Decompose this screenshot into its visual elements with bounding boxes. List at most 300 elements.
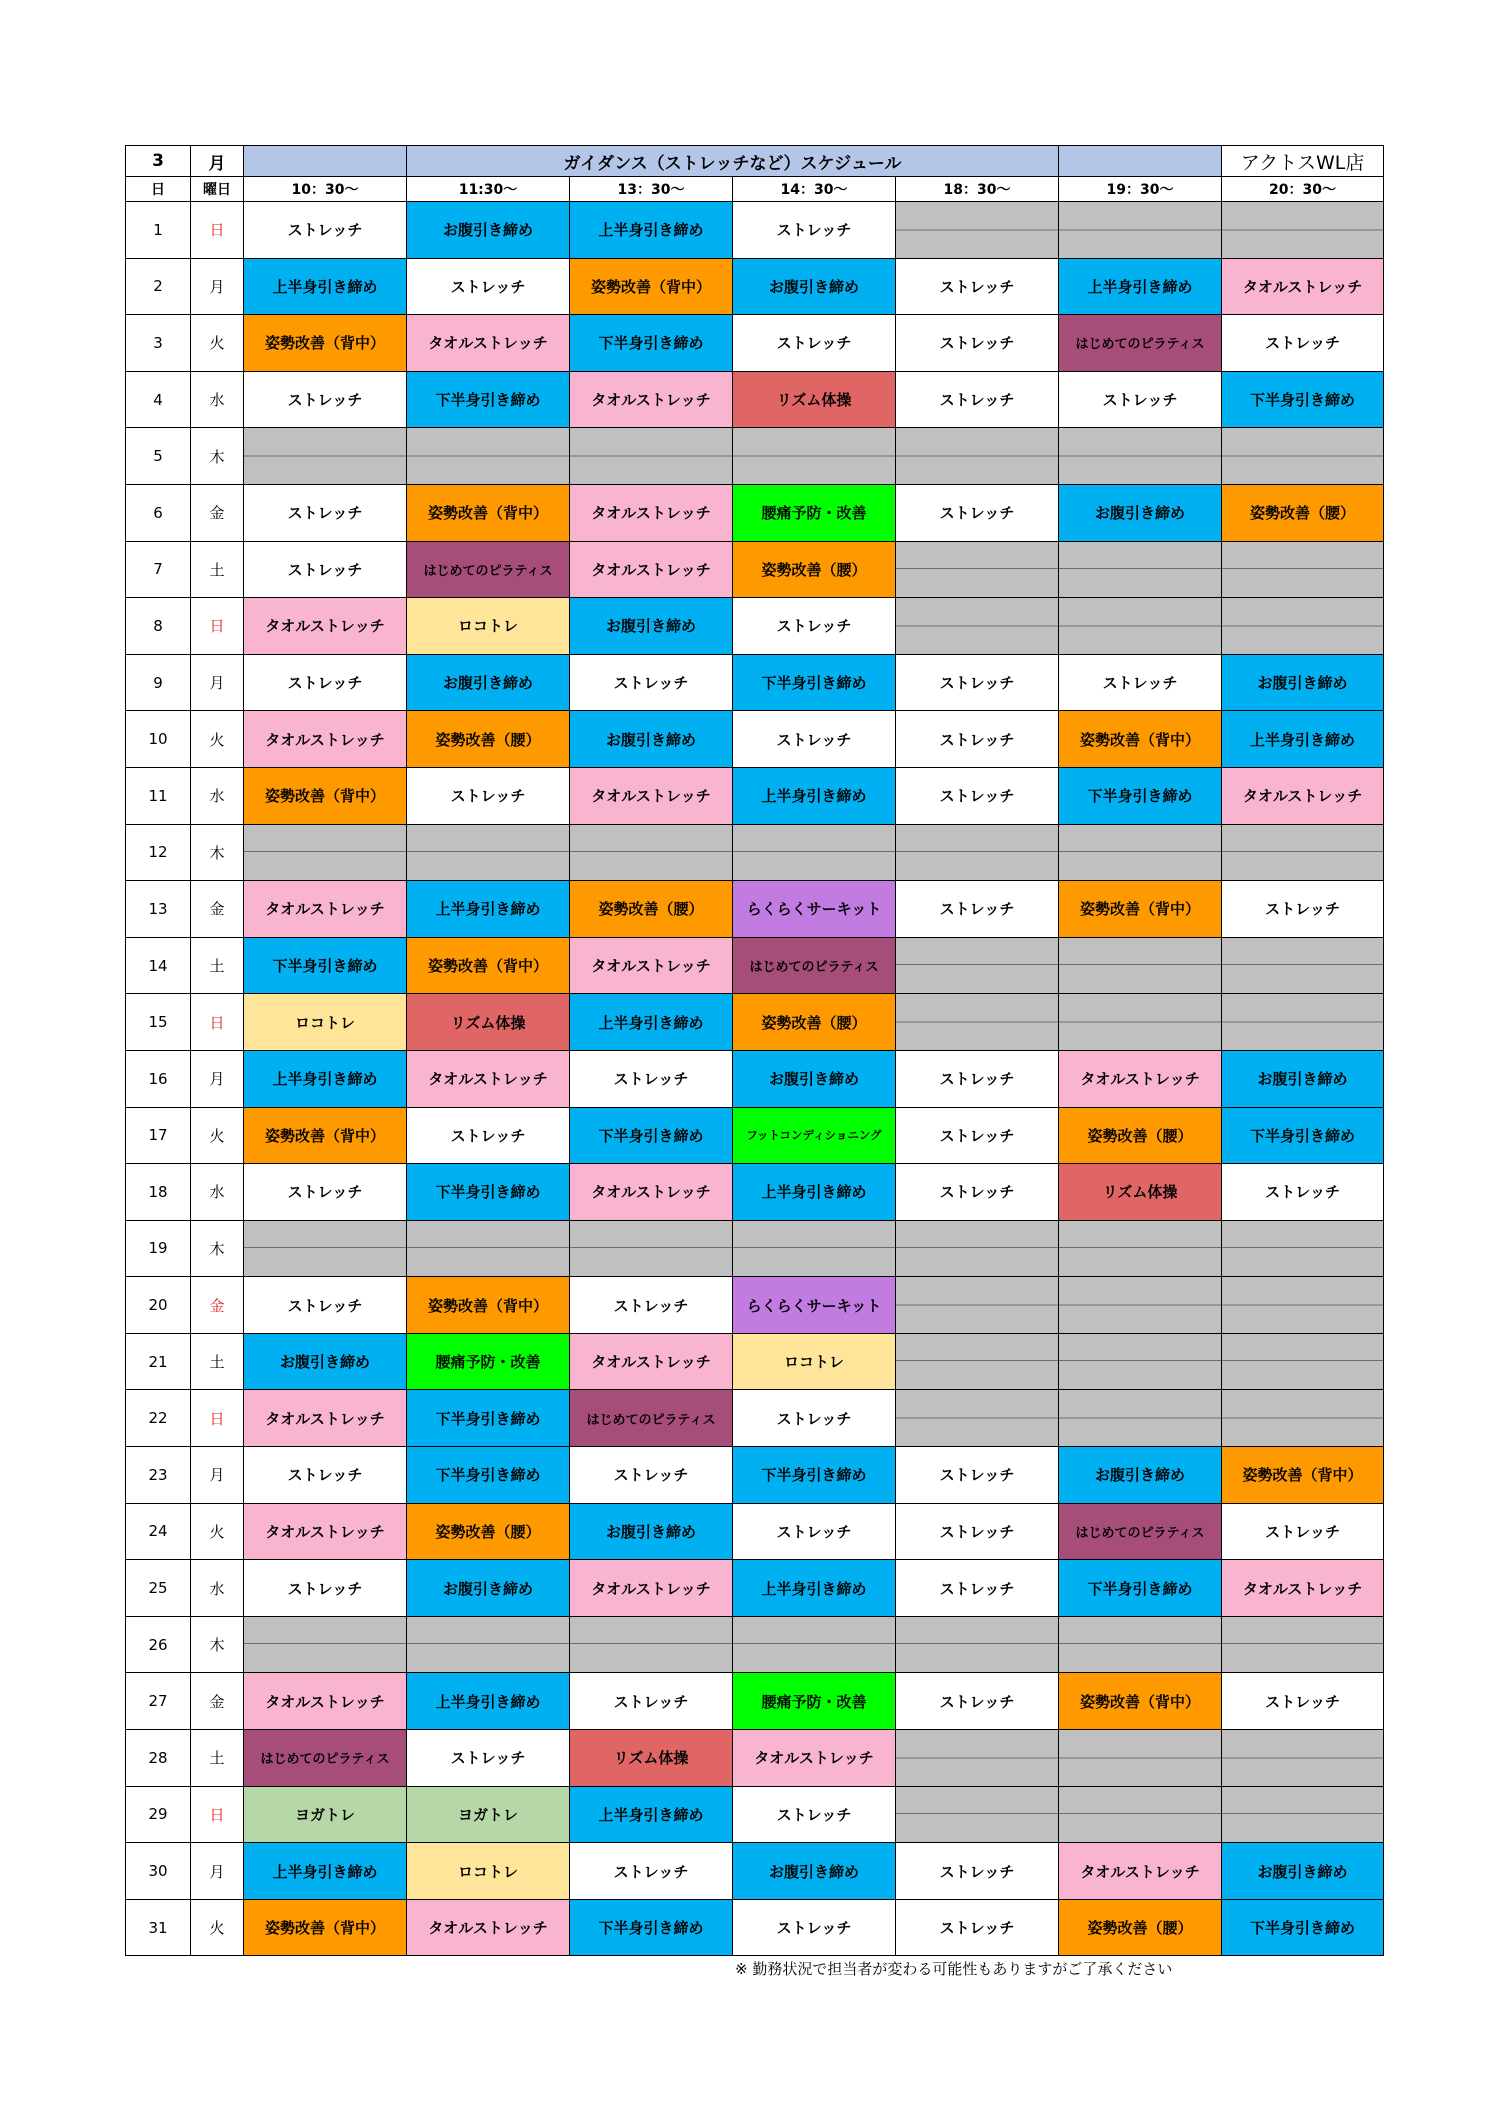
- closed-slot: [1222, 937, 1384, 994]
- day-number: 9: [126, 654, 191, 711]
- class-slot: 姿勢改善（背中）: [1059, 881, 1222, 938]
- class-slot: 下半身引き締め: [570, 315, 733, 372]
- class-slot: 姿勢改善（背中）: [244, 1899, 407, 1956]
- class-slot: タオルストレッチ: [570, 541, 733, 598]
- closed-slot: [733, 1220, 896, 1277]
- class-slot: ストレッチ: [896, 881, 1059, 938]
- class-slot: タオルストレッチ: [570, 1333, 733, 1390]
- day-number: 8: [126, 598, 191, 655]
- schedule-title: ガイダンス（ストレッチなど）スケジュール: [407, 146, 1059, 177]
- class-slot: ストレッチ: [1222, 315, 1384, 372]
- class-slot: お腹引き締め: [244, 1333, 407, 1390]
- class-slot: ストレッチ: [244, 1560, 407, 1617]
- closed-slot: [407, 428, 570, 485]
- time-slot-header: 18：30～: [896, 177, 1059, 202]
- schedule-row: [126, 1277, 1384, 1334]
- day-number: 25: [126, 1560, 191, 1617]
- closed-slot: [570, 428, 733, 485]
- class-slot: ストレッチ: [733, 315, 896, 372]
- closed-slot: [896, 1333, 1059, 1390]
- day-column-header: 日: [126, 177, 191, 202]
- class-slot: タオルストレッチ: [570, 937, 733, 994]
- class-slot: お腹引き締め: [570, 1503, 733, 1560]
- class-slot: 上半身引き締め: [570, 994, 733, 1051]
- class-slot: お腹引き締め: [407, 1560, 570, 1617]
- day-of-week: 金: [191, 881, 244, 938]
- closed-slot: [244, 824, 407, 881]
- class-slot: ストレッチ: [244, 1447, 407, 1504]
- day-number: 16: [126, 1050, 191, 1107]
- class-slot: 下半身引き締め: [407, 1164, 570, 1221]
- schedule-row: [126, 881, 1384, 938]
- class-slot: 上半身引き締め: [733, 1560, 896, 1617]
- closed-slot: [1222, 1616, 1384, 1673]
- class-slot: タオルストレッチ: [1222, 258, 1384, 315]
- class-slot: ストレッチ: [407, 1730, 570, 1787]
- class-slot: ストレッチ: [896, 1843, 1059, 1900]
- class-slot: タオルストレッチ: [244, 1503, 407, 1560]
- schedule-row: [126, 1390, 1384, 1447]
- class-slot: タオルストレッチ: [1222, 767, 1384, 824]
- class-slot: ストレッチ: [570, 1673, 733, 1730]
- day-of-week: 土: [191, 1730, 244, 1787]
- schedule-row: [126, 258, 1384, 315]
- day-of-week: 金: [191, 484, 244, 541]
- day-number: 6: [126, 484, 191, 541]
- day-number: 28: [126, 1730, 191, 1787]
- closed-slot: [244, 428, 407, 485]
- class-slot: ストレッチ: [244, 541, 407, 598]
- class-slot: ストレッチ: [896, 1503, 1059, 1560]
- class-slot: ヨガトレ: [407, 1786, 570, 1843]
- closed-slot: [733, 1616, 896, 1673]
- class-slot: タオルストレッチ: [1222, 1560, 1384, 1617]
- closed-slot: [1059, 937, 1222, 994]
- day-number: 12: [126, 824, 191, 881]
- class-slot: ロコトレ: [407, 598, 570, 655]
- title-row: [126, 146, 1384, 177]
- closed-slot: [1059, 1333, 1222, 1390]
- closed-slot: [1059, 202, 1222, 259]
- class-slot: ストレッチ: [244, 371, 407, 428]
- class-slot: ストレッチ: [733, 1390, 896, 1447]
- schedule-row: [126, 1616, 1384, 1673]
- closed-slot: [896, 541, 1059, 598]
- class-slot: タオルストレッチ: [570, 767, 733, 824]
- closed-slot: [1059, 994, 1222, 1051]
- day-of-week: 木: [191, 1220, 244, 1277]
- class-slot: 姿勢改善（腰）: [570, 881, 733, 938]
- time-header-row: [126, 177, 1384, 202]
- class-slot: ストレッチ: [896, 711, 1059, 768]
- closed-slot: [570, 824, 733, 881]
- class-slot: ストレッチ: [896, 654, 1059, 711]
- closed-slot: [896, 1220, 1059, 1277]
- class-slot: ストレッチ: [570, 654, 733, 711]
- schedule-row: [126, 1447, 1384, 1504]
- class-slot: はじめてのピラティス: [244, 1730, 407, 1787]
- class-slot: 姿勢改善（背中）: [1059, 711, 1222, 768]
- day-number: 18: [126, 1164, 191, 1221]
- class-slot: お腹引き締め: [570, 711, 733, 768]
- closed-slot: [896, 1786, 1059, 1843]
- store-name: アクトスWL店: [1222, 146, 1384, 177]
- class-slot: タオルストレッチ: [244, 1673, 407, 1730]
- class-slot: ストレッチ: [244, 1164, 407, 1221]
- class-slot: はじめてのピラティス: [733, 937, 896, 994]
- time-slot-header: 11:30～: [407, 177, 570, 202]
- schedule-row: [126, 1164, 1384, 1221]
- class-slot: ストレッチ: [733, 711, 896, 768]
- closed-slot: [1059, 1277, 1222, 1334]
- class-slot: 上半身引き締め: [407, 1673, 570, 1730]
- day-of-week: 日: [191, 202, 244, 259]
- class-slot: タオルストレッチ: [244, 598, 407, 655]
- class-slot: タオルストレッチ: [1059, 1843, 1222, 1900]
- class-slot: ストレッチ: [1059, 371, 1222, 428]
- class-slot: ロコトレ: [244, 994, 407, 1051]
- class-slot: はじめてのピラティス: [570, 1390, 733, 1447]
- closed-slot: [1222, 1786, 1384, 1843]
- class-slot: ストレッチ: [733, 1503, 896, 1560]
- time-slot-header: 20：30～: [1222, 177, 1384, 202]
- schedule-row: [126, 202, 1384, 259]
- class-slot: ストレッチ: [407, 1107, 570, 1164]
- class-slot: 下半身引き締め: [1222, 1107, 1384, 1164]
- class-slot: ストレッチ: [1222, 881, 1384, 938]
- closed-slot: [1222, 1220, 1384, 1277]
- class-slot: ストレッチ: [733, 1786, 896, 1843]
- closed-slot: [1059, 1786, 1222, 1843]
- closed-slot: [896, 994, 1059, 1051]
- class-slot: お腹引き締め: [1222, 654, 1384, 711]
- class-slot: 姿勢改善（背中）: [1059, 1673, 1222, 1730]
- header-band-left: [244, 146, 407, 177]
- class-slot: ストレッチ: [896, 258, 1059, 315]
- class-slot: 姿勢改善（背中）: [407, 484, 570, 541]
- class-slot: 腰痛予防・改善: [733, 484, 896, 541]
- day-of-week: 水: [191, 767, 244, 824]
- class-slot: タオルストレッチ: [570, 484, 733, 541]
- schedule-row: [126, 371, 1384, 428]
- closed-slot: [1059, 541, 1222, 598]
- closed-slot: [896, 824, 1059, 881]
- day-of-week: 水: [191, 1560, 244, 1617]
- class-slot: ストレッチ: [570, 1277, 733, 1334]
- class-slot: 姿勢改善（背中）: [244, 767, 407, 824]
- class-slot: リズム体操: [570, 1730, 733, 1787]
- class-slot: 下半身引き締め: [244, 937, 407, 994]
- month-label: 月: [191, 146, 244, 177]
- closed-slot: [244, 1616, 407, 1673]
- closed-slot: [1059, 1390, 1222, 1447]
- class-slot: タオルストレッチ: [244, 1390, 407, 1447]
- closed-slot: [1059, 598, 1222, 655]
- class-slot: ストレッチ: [896, 1164, 1059, 1221]
- schedule-row: [126, 541, 1384, 598]
- schedule-row: [126, 1786, 1384, 1843]
- schedule-row: [126, 1730, 1384, 1787]
- class-slot: お腹引き締め: [733, 1843, 896, 1900]
- day-of-week: 水: [191, 1164, 244, 1221]
- class-slot: 上半身引き締め: [244, 1843, 407, 1900]
- day-number: 21: [126, 1333, 191, 1390]
- class-slot: 上半身引き締め: [1059, 258, 1222, 315]
- closed-slot: [407, 1220, 570, 1277]
- day-of-week: 日: [191, 1390, 244, 1447]
- class-slot: 姿勢改善（背中）: [244, 315, 407, 372]
- day-of-week: 日: [191, 994, 244, 1051]
- time-slot-header: 19：30～: [1059, 177, 1222, 202]
- closed-slot: [896, 1390, 1059, 1447]
- class-slot: お腹引き締め: [1222, 1843, 1384, 1900]
- time-slot-header: 14：30～: [733, 177, 896, 202]
- footnote: ※ 勤務状況で担当者が変わる可能性もありますがご了承ください: [735, 1960, 1173, 1978]
- class-slot: らくらくサーキット: [733, 1277, 896, 1334]
- closed-slot: [1059, 824, 1222, 881]
- class-slot: ストレッチ: [407, 767, 570, 824]
- day-of-week: 金: [191, 1277, 244, 1334]
- schedule-row: [126, 994, 1384, 1051]
- class-slot: 姿勢改善（腰）: [407, 711, 570, 768]
- day-of-week: 火: [191, 315, 244, 372]
- class-slot: お腹引き締め: [1059, 484, 1222, 541]
- class-slot: 姿勢改善（腰）: [733, 541, 896, 598]
- closed-slot: [733, 824, 896, 881]
- class-slot: 上半身引き締め: [733, 767, 896, 824]
- schedule-row: [126, 1560, 1384, 1617]
- day-of-week: 水: [191, 371, 244, 428]
- class-slot: お腹引き締め: [407, 202, 570, 259]
- class-slot: 姿勢改善（背中）: [244, 1107, 407, 1164]
- schedule-row: [126, 428, 1384, 485]
- closed-slot: [407, 824, 570, 881]
- day-of-week: 火: [191, 1899, 244, 1956]
- dow-column-header: 曜日: [191, 177, 244, 202]
- closed-slot: [1059, 1730, 1222, 1787]
- schedule-row: [126, 598, 1384, 655]
- class-slot: 腰痛予防・改善: [733, 1673, 896, 1730]
- class-slot: 上半身引き締め: [570, 1786, 733, 1843]
- class-slot: 上半身引き締め: [1222, 711, 1384, 768]
- class-slot: 下半身引き締め: [1222, 1899, 1384, 1956]
- day-of-week: 土: [191, 541, 244, 598]
- closed-slot: [1222, 824, 1384, 881]
- schedule-row: [126, 767, 1384, 824]
- day-of-week: 木: [191, 428, 244, 485]
- closed-slot: [1222, 1333, 1384, 1390]
- closed-slot: [1222, 1390, 1384, 1447]
- day-of-week: 月: [191, 654, 244, 711]
- class-slot: 下半身引き締め: [407, 1447, 570, 1504]
- closed-slot: [896, 202, 1059, 259]
- class-slot: ストレッチ: [244, 1277, 407, 1334]
- class-slot: 上半身引き締め: [733, 1164, 896, 1221]
- day-number: 14: [126, 937, 191, 994]
- class-slot: 姿勢改善（腰）: [1222, 484, 1384, 541]
- closed-slot: [896, 937, 1059, 994]
- closed-slot: [1222, 598, 1384, 655]
- day-number: 23: [126, 1447, 191, 1504]
- closed-slot: [1059, 1616, 1222, 1673]
- closed-slot: [570, 1616, 733, 1673]
- class-slot: ロコトレ: [733, 1333, 896, 1390]
- closed-slot: [896, 428, 1059, 485]
- class-slot: タオルストレッチ: [407, 1899, 570, 1956]
- class-slot: 姿勢改善（背中）: [407, 937, 570, 994]
- class-slot: ストレッチ: [407, 258, 570, 315]
- day-of-week: 日: [191, 1786, 244, 1843]
- day-number: 26: [126, 1616, 191, 1673]
- day-number: 24: [126, 1503, 191, 1560]
- day-of-week: 土: [191, 1333, 244, 1390]
- time-slot-header: 13：30～: [570, 177, 733, 202]
- class-slot: ストレッチ: [570, 1447, 733, 1504]
- day-number: 13: [126, 881, 191, 938]
- day-number: 27: [126, 1673, 191, 1730]
- class-slot: ストレッチ: [244, 654, 407, 711]
- closed-slot: [1222, 202, 1384, 259]
- schedule-row: [126, 1333, 1384, 1390]
- class-slot: はじめてのピラティス: [407, 541, 570, 598]
- day-of-week: 月: [191, 1447, 244, 1504]
- schedule-row: [126, 937, 1384, 994]
- class-slot: 姿勢改善（腰）: [407, 1503, 570, 1560]
- day-of-week: 火: [191, 1107, 244, 1164]
- day-number: 20: [126, 1277, 191, 1334]
- schedule-row: [126, 824, 1384, 881]
- day-of-week: 木: [191, 1616, 244, 1673]
- day-of-week: 火: [191, 711, 244, 768]
- day-of-week: 土: [191, 937, 244, 994]
- day-number: 4: [126, 371, 191, 428]
- class-slot: ストレッチ: [570, 1843, 733, 1900]
- closed-slot: [1222, 1730, 1384, 1787]
- class-slot: お腹引き締め: [733, 258, 896, 315]
- class-slot: リズム体操: [733, 371, 896, 428]
- day-of-week: 月: [191, 1050, 244, 1107]
- class-slot: はじめてのピラティス: [1059, 315, 1222, 372]
- class-slot: タオルストレッチ: [244, 881, 407, 938]
- day-number: 29: [126, 1786, 191, 1843]
- class-slot: お腹引き締め: [407, 654, 570, 711]
- closed-slot: [407, 1616, 570, 1673]
- day-number: 2: [126, 258, 191, 315]
- class-slot: 姿勢改善（背中）: [407, 1277, 570, 1334]
- class-slot: 姿勢改善（腰）: [1059, 1107, 1222, 1164]
- class-slot: ストレッチ: [896, 1447, 1059, 1504]
- schedule-table: [125, 145, 1384, 1956]
- class-slot: ストレッチ: [896, 1560, 1059, 1617]
- class-slot: タオルストレッチ: [407, 1050, 570, 1107]
- closed-slot: [896, 1730, 1059, 1787]
- closed-slot: [896, 1616, 1059, 1673]
- class-slot: 下半身引き締め: [1059, 1560, 1222, 1617]
- closed-slot: [896, 1277, 1059, 1334]
- time-slot-header: 10：30～: [244, 177, 407, 202]
- class-slot: 下半身引き締め: [407, 1390, 570, 1447]
- day-of-week: 火: [191, 1503, 244, 1560]
- class-slot: タオルストレッチ: [570, 1560, 733, 1617]
- class-slot: ストレッチ: [896, 1673, 1059, 1730]
- class-slot: お腹引き締め: [570, 598, 733, 655]
- class-slot: 姿勢改善（腰）: [1059, 1899, 1222, 1956]
- class-slot: リズム体操: [407, 994, 570, 1051]
- class-slot: タオルストレッチ: [407, 315, 570, 372]
- class-slot: 上半身引き締め: [570, 202, 733, 259]
- class-slot: タオルストレッチ: [733, 1730, 896, 1787]
- day-number: 1: [126, 202, 191, 259]
- day-number: 22: [126, 1390, 191, 1447]
- day-of-week: 日: [191, 598, 244, 655]
- class-slot: リズム体操: [1059, 1164, 1222, 1221]
- class-slot: ストレッチ: [896, 484, 1059, 541]
- class-slot: 上半身引き締め: [407, 881, 570, 938]
- class-slot: はじめてのピラティス: [1059, 1503, 1222, 1560]
- closed-slot: [733, 428, 896, 485]
- class-slot: ストレッチ: [896, 315, 1059, 372]
- class-slot: お腹引き締め: [733, 1050, 896, 1107]
- class-slot: タオルストレッチ: [244, 711, 407, 768]
- closed-slot: [570, 1220, 733, 1277]
- class-slot: 上半身引き締め: [244, 258, 407, 315]
- schedule-row: [126, 1503, 1384, 1560]
- class-slot: 下半身引き締め: [1059, 767, 1222, 824]
- closed-slot: [1059, 1220, 1222, 1277]
- closed-slot: [896, 598, 1059, 655]
- day-number: 15: [126, 994, 191, 1051]
- class-slot: らくらくサーキット: [733, 881, 896, 938]
- day-number: 17: [126, 1107, 191, 1164]
- day-number: 3: [126, 315, 191, 372]
- class-slot: ストレッチ: [733, 1899, 896, 1956]
- day-number: 10: [126, 711, 191, 768]
- schedule-row: [126, 1220, 1384, 1277]
- day-of-week: 月: [191, 258, 244, 315]
- day-number: 5: [126, 428, 191, 485]
- class-slot: ストレッチ: [896, 371, 1059, 428]
- class-slot: 下半身引き締め: [733, 1447, 896, 1504]
- class-slot: 下半身引き締め: [1222, 371, 1384, 428]
- class-slot: ストレッチ: [896, 767, 1059, 824]
- class-slot: ストレッチ: [733, 202, 896, 259]
- day-of-week: 金: [191, 1673, 244, 1730]
- class-slot: 姿勢改善（腰）: [733, 994, 896, 1051]
- closed-slot: [1222, 428, 1384, 485]
- class-slot: ヨガトレ: [244, 1786, 407, 1843]
- class-slot: ストレッチ: [1059, 654, 1222, 711]
- closed-slot: [244, 1220, 407, 1277]
- class-slot: ストレッチ: [244, 202, 407, 259]
- closed-slot: [1222, 1277, 1384, 1334]
- class-slot: ストレッチ: [733, 598, 896, 655]
- closed-slot: [1222, 994, 1384, 1051]
- class-slot: ストレッチ: [896, 1050, 1059, 1107]
- day-of-week: 月: [191, 1843, 244, 1900]
- closed-slot: [1059, 428, 1222, 485]
- class-slot: 下半身引き締め: [733, 654, 896, 711]
- day-number: 11: [126, 767, 191, 824]
- header-band-right: [1059, 146, 1222, 177]
- day-number: 7: [126, 541, 191, 598]
- month-number: 3: [126, 146, 191, 177]
- class-slot: 下半身引き締め: [570, 1107, 733, 1164]
- schedule-row: [126, 1843, 1384, 1900]
- schedule-row: [126, 1107, 1384, 1164]
- day-number: 19: [126, 1220, 191, 1277]
- class-slot: ストレッチ: [896, 1107, 1059, 1164]
- class-slot: 姿勢改善（背中）: [1222, 1447, 1384, 1504]
